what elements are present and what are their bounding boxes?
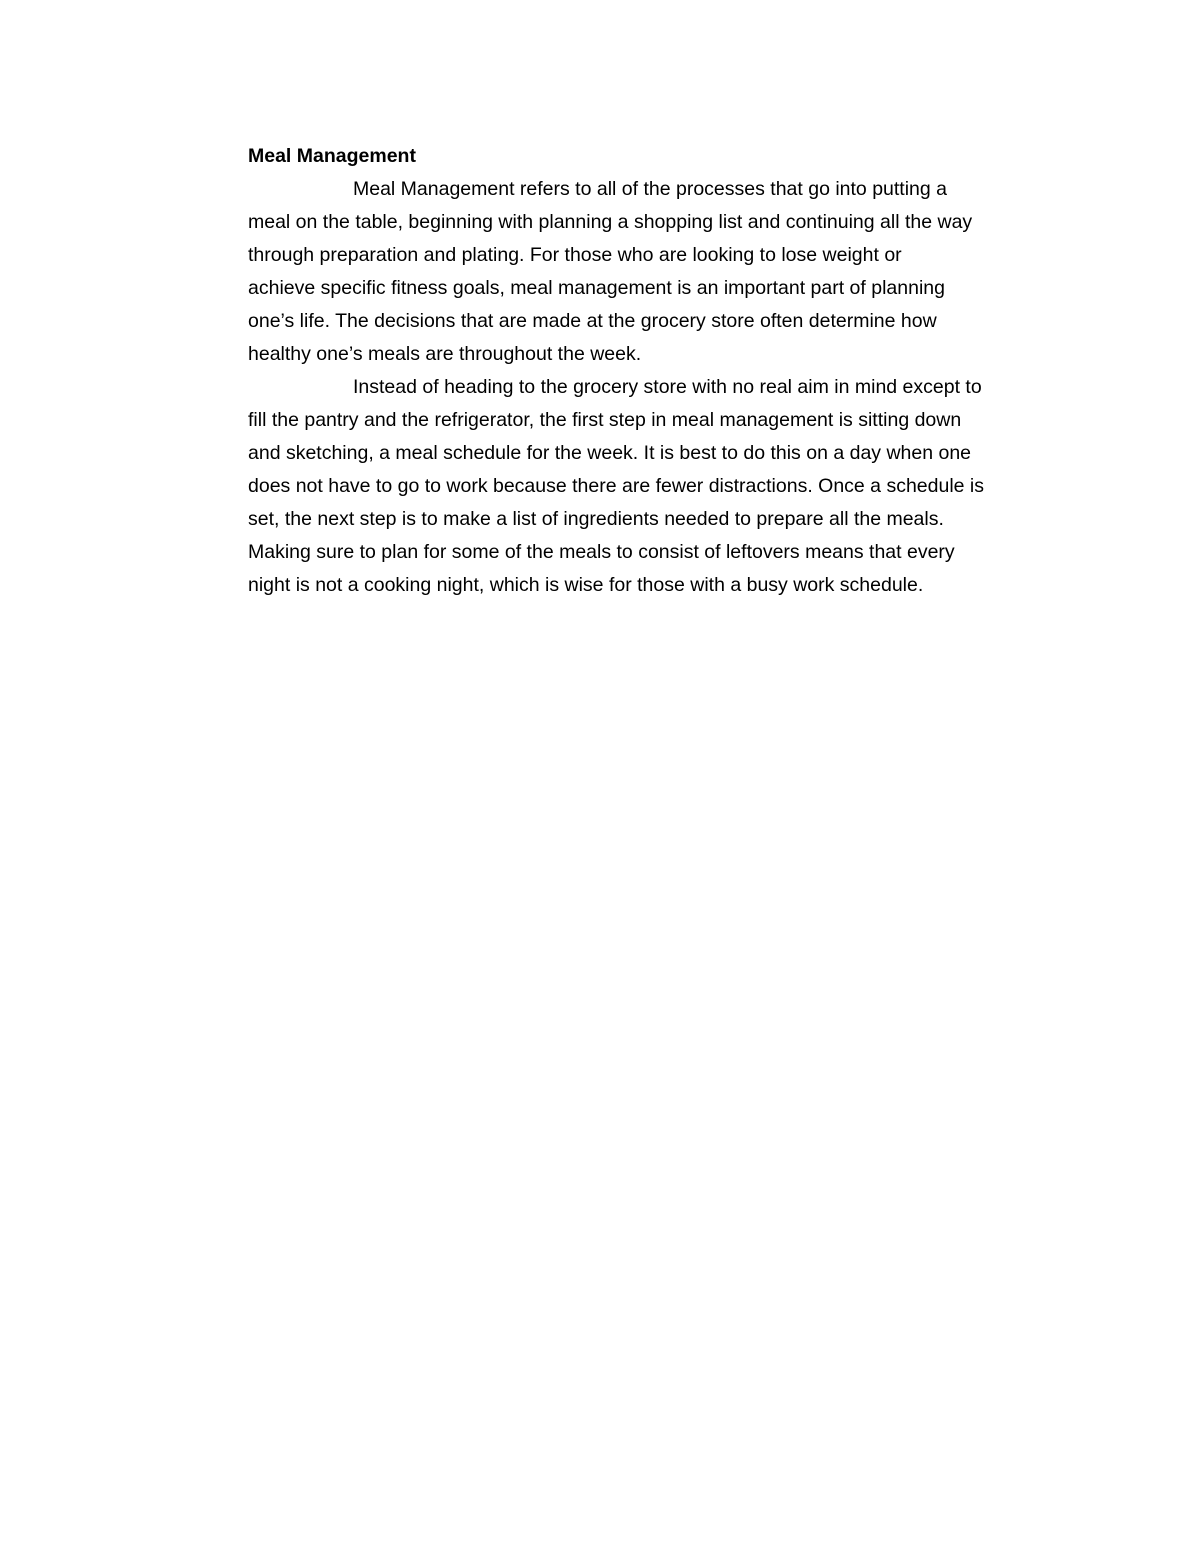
paragraph-line: meal on the table, beginning with planning a shopping list and continuing all the way [248,211,973,233]
paragraph-line: does not have to go to work because there are fewer distractions. Once a schedule is [248,475,985,497]
document-title: Meal Management [248,145,416,167]
paragraph-line: fill the pantry and the refrigerator, the first step in meal management is sitting down [248,409,962,431]
paragraph-line: Instead of heading to the grocery store with no real aim in mind except to [353,376,982,398]
paragraph-2 [248,371,1068,602]
paragraph-line: through preparation and plating. For those who are looking to lose weight or [248,244,902,266]
paragraph-line: healthy one’s meals are throughout the week. [248,343,642,365]
paragraph-1 [248,173,1068,371]
paragraph-line: one’s life. The decisions that are made at the grocery store often determine how [248,310,937,332]
paragraph-line: Making sure to plan for some of the meals to consist of leftovers means that every [248,541,955,563]
document-body [248,140,1068,602]
paragraph-line: set, the next step is to make a list of ingredients needed to prepare all the meals. [248,508,944,530]
paragraph-line: and sketching, a meal schedule for the week. It is best to do this on a day when one [248,442,972,464]
paragraph-line: achieve specific fitness goals, meal management is an important part of planning [248,277,945,299]
paragraph-line: night is not a cooking night, which is wise for those with a busy work schedule. [248,574,924,596]
paragraph-line: Meal Management refers to all of the processes that go into putting a [353,178,948,200]
